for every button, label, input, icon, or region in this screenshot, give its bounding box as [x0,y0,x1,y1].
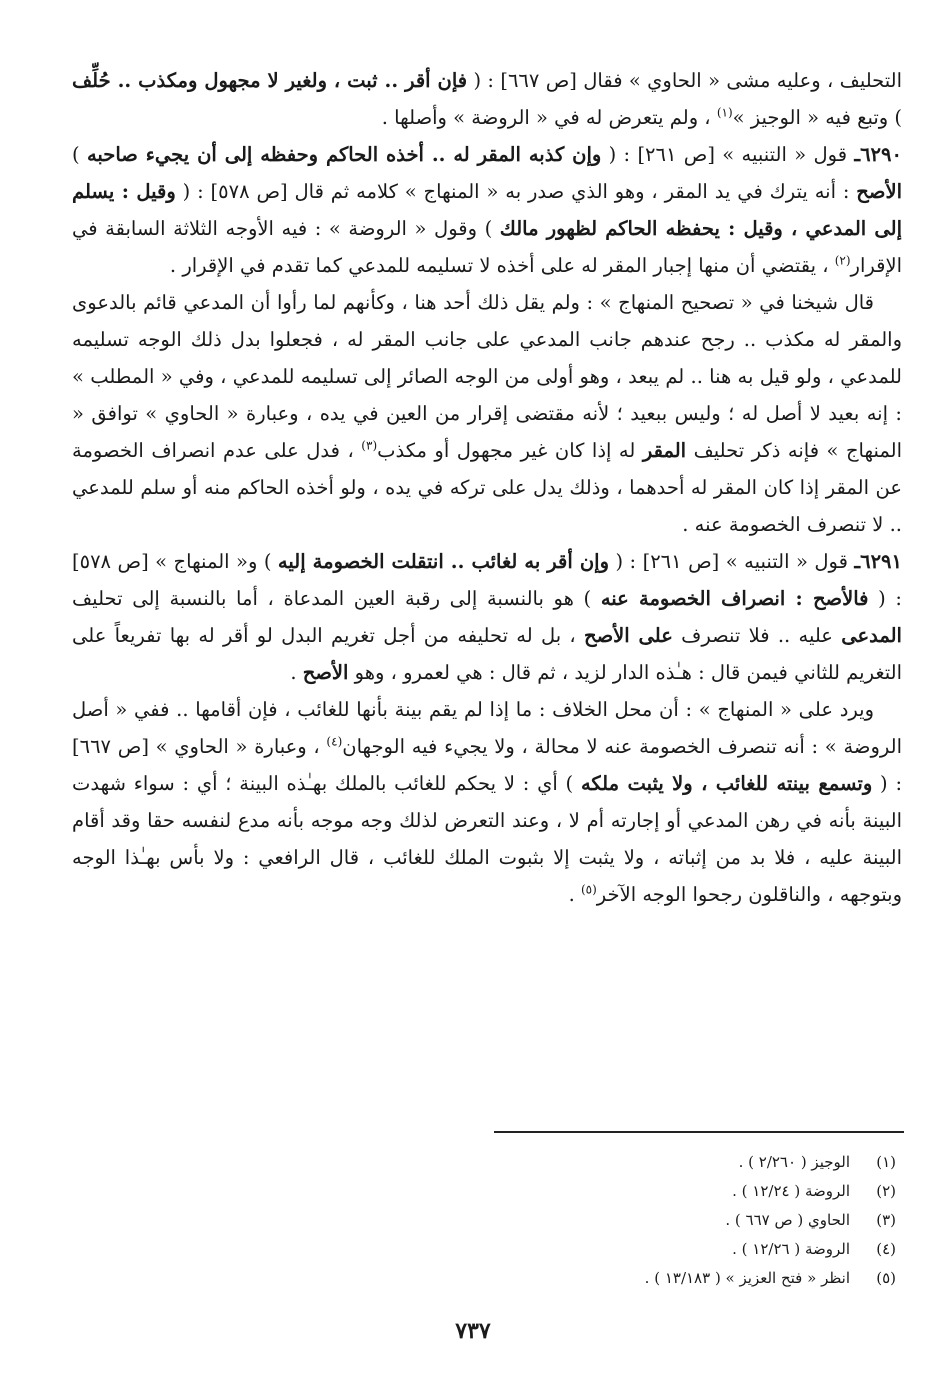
text: ) [72,143,87,166]
text: : أنه يترك في يد المقر ، وهو الذي صدر به « المنهاج » كلامه ثم قال [ص ٥٧٨] : ( [175,180,857,203]
bold-term: على الأصح [583,624,673,647]
text: ويرد على « المنهاج » : أن محل الخلاف : ما إذا لم يقم بينة بأنها للغائب ، فإن أقامها .. ففي « أصل الروضة » : أنه تنصرف الخصومة عنه لا محالة ، ولا يجيء فيه الوجهان [72,698,902,758]
quoted-text-bold: وإن كذبه المقر له .. أخذه الحاكم وحفظه إلى أن يجيء صاحبه [86,143,602,166]
footnote-ref: (٥) [580,882,597,897]
quoted-text-bold: فإن أقر .. ثبت ، ولغير لا مجهول ومكذب .. حُلِّف [72,69,468,92]
text: قول « التنبيه » [ص ٢٦١] : ( [601,143,855,166]
footnote-separator [494,1131,904,1133]
footnote-number: (٢) [876,1182,896,1200]
paragraph-objection [72,691,902,913]
text: قال شيخنا في « تصحيح المنهاج » : ولم يقل ذلك أحد هنا ، وكأنهم لما رأوا أن المدعي قائم بالدعوى والمقر له مكذب .. رجح عندهم جانب المدعي على جانب المقر له ، فجعلوا بدل ذلك الوجه تسليمه للمدعي ، ولو قيل به هنا .. لم يبعد ، وهو أولى من الوجه الصائر إلى تسليمه للمدعي ، وفي « المطلب » : إنه بعيد لا أصل له ؛ وليس ببعيد ؛ لأنه مقتضى إقرار من العين في يده ، وعبارة « الحاوي » توافق « المنهاج » فإنه ذكر تحليف [72,291,902,462]
footnote [396,1235,896,1264]
entry-number: ٦٢٩١ـ [854,550,902,573]
footnotes [396,1148,896,1293]
footnote-text: الروضة ( ١٢/٢٤ ) . [732,1182,850,1200]
entry-number: ٦٢٩٠ـ [854,143,902,166]
text: ، فدل على عدم انصراف الخصومة عن المقر إذا كان المقر له أحدهما ، وذلك يدل على تركه في يده ، ولو أخذه الحاكم منه أو سلم للمدعي .. لا تنصرف الخصومة عنه . [72,439,902,536]
bold-term: المدعى [841,624,902,647]
footnote-number: (٥) [876,1269,896,1287]
footnote [396,1177,896,1206]
text: . [568,883,581,906]
bold-term: الأصح [302,661,349,684]
footnote-number: (٣) [876,1211,896,1229]
footnote-text: انظر « فتح العزيز » ( ١٣/١٨٣ ) . [644,1269,850,1287]
text: ، وعبارة « الحاوي » [ص ٦٦٧] : ( [72,735,903,795]
quoted-text-bold: فالأصح : انصراف الخصومة عنه [600,587,869,610]
footnote-text: الحاوي ( ص ٦٦٧ ) . [725,1211,850,1229]
text: ) أي : لا يحكم للغائب بالملك بهـٰذه البينة ؛ أي : سواء شهدت البينة بأنه في رهن المدعي أو إجارته أم لا ، وعند التعرض لذلك وجه موجه بأنه مدع لنفسه حقا وقد أقام البينة عليه ، فلا بد من إثباته ، ولا يثبت إلا بثبوت الملك للغائب ، قال الرافعي : ولا بأس بهـٰذا الوجه وبتوجهه ، والناقلون رجحوا الوجه الآخر [72,772,902,906]
text: ، ولم يتعرض له في « الروضة » وأصلها . [381,106,717,129]
footnote-ref: (٣) [361,438,378,453]
text: ) هو بالنسبة إلى رقبة العين المدعاة ، أما بالنسبة إلى تحليف [72,587,601,610]
footnote-number: (٤) [876,1240,896,1258]
footnote-text: الروضة ( ١٢/٢٦ ) . [732,1240,850,1258]
text: التحليف ، وعليه مشى « الحاوي » فقال [ص ٦٦٧] : ( [467,69,902,92]
quoted-text-bold: وتسمع بينته للغائب ، ولا يثبت ملكه [580,772,873,795]
text: عليه .. فلا تنصرف [672,624,842,647]
paragraph-6290 [72,136,902,284]
footnote-ref: (٤) [326,734,343,749]
text: له إذا كان غير مجهول أو مكذب [377,439,643,462]
quoted-text-bold: وإن أقر به لغائب .. انتقلت الخصومة إليه [277,550,610,573]
footnote [396,1264,896,1293]
paragraph-commentary [72,284,902,543]
footnote [396,1206,896,1235]
page-number: ٧٣٧ [455,1318,491,1344]
paragraph-6291 [72,543,902,691]
text: ، بل له تحليفه من أجل تغريم البدل لو أقر له بها تفريعاً على التغريم للثاني فيمن قال : هـٰذه الدار لزيد ، ثم قال : هي لعمرو ، وهو [72,624,902,684]
footnote [396,1148,896,1177]
quoted-text-bold: وقيل : يسلم إلى المدعي ، وقيل : يحفظه الحاكم لظهور مالك [72,180,902,240]
text: ) وقول « الروضة » : فيه الأوجه الثلاثة السابقة في الإقرار [72,217,902,277]
page-body [72,62,902,913]
footnote-ref: (٢) [834,253,851,268]
footnote-number: (١) [876,1153,896,1171]
paragraph-1 [72,62,902,136]
text: . [290,661,303,684]
text: ، يقتضي أن منها إجبار المقر له على أخذه لا تسليمه للمدعي كما تقدم في الإقرار . [169,254,835,277]
text: ) و« المنهاج » [ص ٥٧٨] : ( [72,550,902,610]
text: ) وتبع فيه « الوجيز » [732,106,902,129]
footnote-ref: (١) [716,105,733,120]
text: قول « التنبيه » [ص ٢٦١] : ( [609,550,855,573]
bold-term: المقر [642,439,687,462]
bold-term: الأصح [856,180,902,203]
footnote-text: الوجيز ( ٢/٢٦٠ ) . [738,1153,850,1171]
